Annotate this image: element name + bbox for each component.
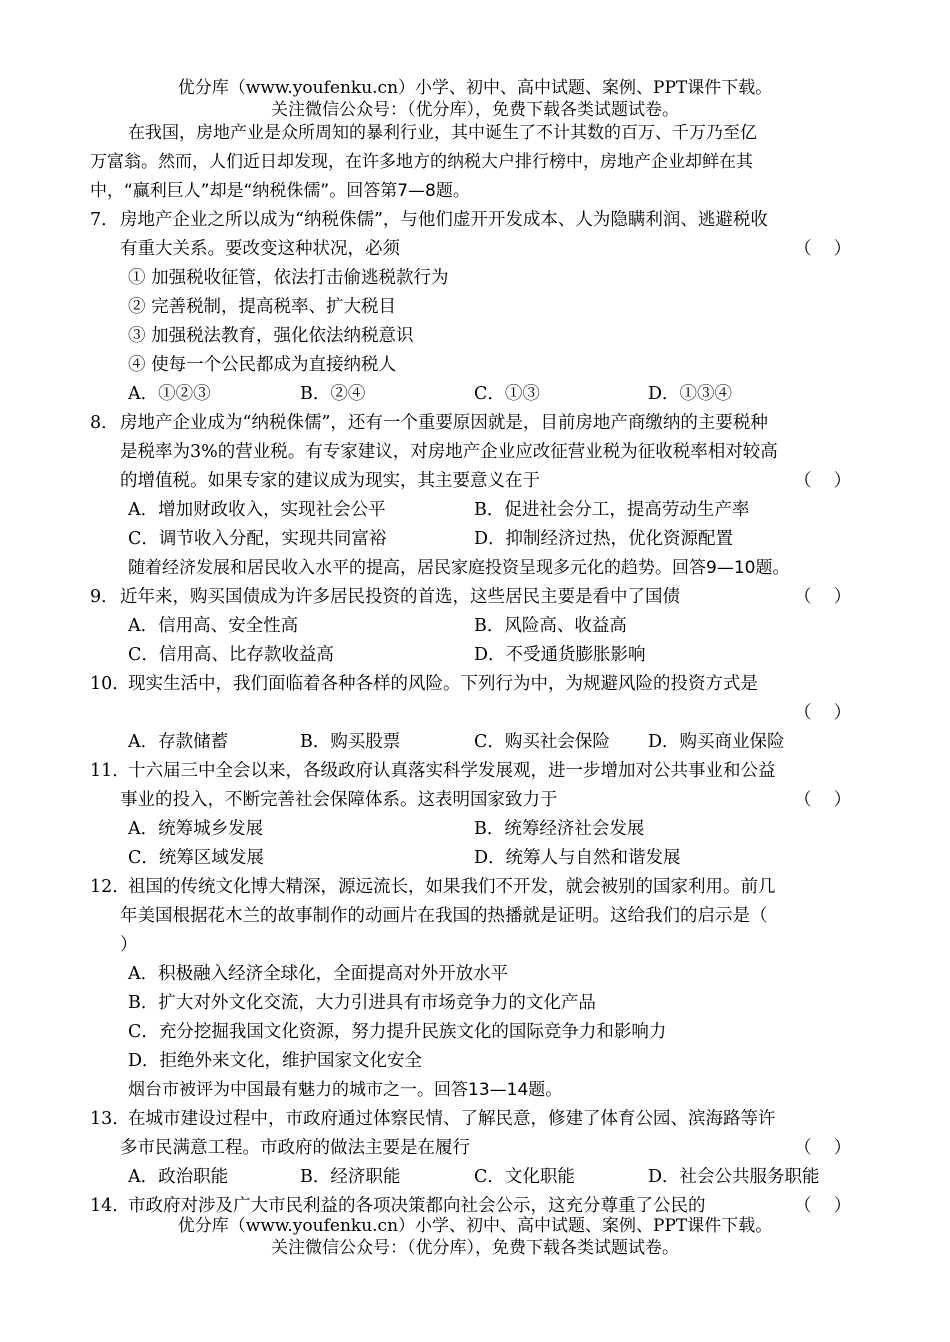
q11-option-c: C．统筹区域发展 [128, 848, 264, 868]
q7-option-d: D．①③④ [648, 384, 733, 404]
q9-number: 9． [90, 587, 119, 607]
footer-line-1: 优分库（www.youfenku.cn）小学、初中、高中试题、案例、PPT课件下载。 [177, 1216, 773, 1236]
q10-option-b: B．购买股票 [300, 732, 401, 752]
q9-option-a: A．信用高、安全性高 [128, 616, 299, 636]
q8-answer-paren: （ ） [794, 471, 852, 491]
q8-stem-line-3: 的增值税。如果专家的建议成为现实，其主要意义在于 [120, 471, 540, 491]
q9-answer-paren: （ ） [794, 587, 852, 607]
q7-number: 7． [90, 210, 119, 230]
q12-stem-line-1: 祖国的传统文化博大精深，源远流长，如果我们不开发，就会被别的国家利用。前几 [128, 877, 776, 897]
intro-3: 烟台市被评为中国最有魅力的城市之一。回答13—14题。 [128, 1080, 563, 1100]
q7-option-c: C．①③ [474, 384, 540, 404]
q9-stem-line-1: 近年来，购买国债成为许多居民投资的首选，这些居民主要是看中了国债 [120, 587, 680, 607]
q7-statement-1: ① 加强税收征管，依法打击偷逃税款行为 [128, 268, 449, 288]
q12-option-c: C．充分挖掘我国文化资源，努力提升民族文化的国际竞争力和影响力 [128, 1022, 667, 1042]
q8-option-a: A．增加财政收入，实现社会公平 [128, 500, 386, 520]
q9-option-b: B．风险高、收益高 [474, 616, 627, 636]
q12-stem-line-2: 年美国根据花木兰的故事制作的动画片在我国的热播就是证明。这给我们的启示是（ [120, 906, 768, 926]
q7-stem-line-2: 有重大关系。要改变这种状况，必须 [120, 239, 400, 259]
header-line-2: 关注微信公众号：（优分库），免费下载各类试题试卷。 [271, 100, 679, 120]
q13-answer-paren: （ ） [794, 1138, 852, 1158]
q11-option-d: D．统筹人与自然和谐发展 [474, 848, 681, 868]
q7-stem-line-1: 房地产企业之所以成为“纳税侏儒”，与他们虚开开发成本、人为隐瞒利润、逃避税收 [120, 210, 768, 230]
q12-option-a: A．积极融入经济全球化，全面提高对外开放水平 [128, 964, 509, 984]
q7-statement-3: ③ 加强税法教育，强化依法纳税意识 [128, 326, 414, 346]
footer-line-2: 关注微信公众号：（优分库），免费下载各类试题试卷。 [271, 1238, 679, 1258]
q7-statement-2: ② 完善税制，提高税率、扩大税目 [128, 297, 397, 317]
q7-option-a: A．①②③ [128, 384, 211, 404]
q10-option-a: A．存款储蓄 [128, 732, 229, 752]
q10-stem-line-1: 现实生活中，我们面临着各种各样的风险。下列行为中，为规避风险的投资方式是 [128, 674, 758, 694]
q10-option-c: C．购买社会保险 [474, 732, 610, 752]
q13-option-d: D．社会公共服务职能 [648, 1167, 820, 1187]
q9-option-c: C．信用高、比存款收益高 [128, 645, 334, 665]
q8-option-d: D．抑制经济过热，优化资源配置 [474, 529, 734, 549]
q7-option-b: B．②④ [300, 384, 366, 404]
intro-1-line-1: 在我国，房地产业是众所周知的暴利行业，其中诞生了不计其数的百万、千万乃至亿 [128, 123, 757, 143]
q12-stem-line-3: ） [120, 935, 138, 955]
q8-option-c: C．调节收入分配，实现共同富裕 [128, 529, 387, 549]
q8-stem-line-1: 房地产企业成为“纳税侏儒”，还有一个重要原因就是，目前房地产商缴纳的主要税种 [120, 413, 768, 433]
q12-number: 12． [90, 877, 130, 897]
q13-option-c: C．文化职能 [474, 1167, 575, 1187]
header-line-1: 优分库（www.youfenku.cn）小学、初中、高中试题、案例、PPT课件下载。 [177, 78, 773, 98]
q11-answer-paren: （ ） [794, 790, 852, 810]
q7-answer-paren: （ ） [794, 239, 852, 259]
q8-stem-line-2: 是税率为3%的营业税。有专家建议，对房地产企业应改征营业税为征收税率相对较高 [120, 442, 778, 462]
q9-option-d: D．不受通货膨胀影响 [474, 645, 646, 665]
q11-number: 11． [90, 761, 130, 781]
intro-1-line-2: 万富翁。然而，人们近日却发现，在许多地方的纳税大户排行榜中，房地产企业却鲜在其 [90, 152, 753, 172]
q13-stem-line-1: 在城市建设过程中，市政府通过体察民情、了解民意，修建了体育公园、滨海路等许 [128, 1109, 776, 1129]
q8-option-b: B．促进社会分工，提高劳动生产率 [474, 500, 750, 520]
q7-statement-4: ④ 使每一个公民都成为直接纳税人 [128, 355, 397, 375]
q13-number: 13． [90, 1109, 130, 1129]
q13-option-a: A．政治职能 [128, 1167, 229, 1187]
q11-stem-line-1: 十六届三中全会以来，各级政府认真落实科学发展观，进一步增加对公共事业和公益 [128, 761, 776, 781]
q14-stem-line-1: 市政府对涉及广大市民利益的各项决策都向社会公示，这充分尊重了公民的 [128, 1196, 706, 1216]
q14-answer-paren: （ ） [794, 1196, 852, 1216]
intro-1-line-3: 中，“赢利巨人”却是“纳税侏儒”。回答第7—8题。 [90, 181, 470, 201]
q13-stem-line-2: 多市民满意工程。市政府的做法主要是在履行 [120, 1138, 470, 1158]
q10-option-d: D．购买商业保险 [648, 732, 785, 752]
q13-option-b: B．经济职能 [300, 1167, 401, 1187]
q10-answer-paren: （ ） [794, 703, 852, 723]
q12-option-d: D．拒绝外来文化，维护国家文化安全 [128, 1051, 423, 1071]
q8-number: 8． [90, 413, 119, 433]
q10-number: 10． [90, 674, 130, 694]
q12-option-b: B．扩大对外文化交流，大力引进具有市场竞争力的文化产品 [128, 993, 596, 1013]
intro-2: 随着经济发展和居民收入水平的提高，居民家庭投资呈现多元化的趋势。回答9—10题。 [128, 558, 790, 578]
q11-option-a: A．统筹城乡发展 [128, 819, 264, 839]
q11-option-b: B．统筹经济社会发展 [474, 819, 645, 839]
q14-number: 14． [90, 1196, 130, 1216]
q11-stem-line-2: 事业的投入，不断完善社会保障体系。这表明国家致力于 [120, 790, 558, 810]
